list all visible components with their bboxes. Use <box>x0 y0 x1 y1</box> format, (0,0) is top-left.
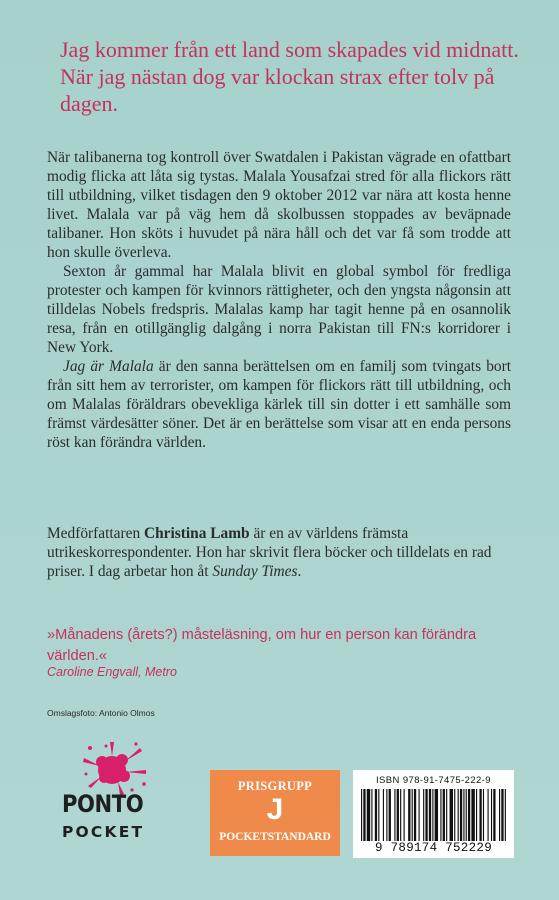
barcode-bar <box>378 789 379 841</box>
barcode-bar <box>440 789 441 841</box>
coauthor-bio <box>47 524 511 581</box>
barcode-bar <box>394 789 395 841</box>
barcode-bar <box>491 789 492 841</box>
logo-ponto: PONTO <box>62 790 144 818</box>
headline: Jag kommer från ett land som skapades vid midnatt. När jag nästan dog var klockan strax efter tolv på dagen. <box>60 37 519 116</box>
barcode-bar <box>414 789 416 841</box>
barcode-bar <box>463 789 464 841</box>
isbn-label: ISBN 978-91-7475-222-9 <box>376 775 491 786</box>
blurb-paragraph-1: När talibanerna tog kontroll över Swatdalen i Pakistan vägrade en ofattbart modig flicka att låta sig tystas. Malala Yousafzai stred för alla flickors rätt till utbildning, vilket tisdagen den 9 oktober 2012 var nära att kosta henne livet. Malala var på väg hem då skolbussen stoppades av beväpnade talibaner. Hon sköts i huvudet på nära håll och det var få som trodde att hon skulle överleva. <box>47 149 511 261</box>
ink-splash-icon <box>80 740 150 796</box>
barcode-bar <box>454 789 455 841</box>
barcode-bar <box>488 789 489 841</box>
barcode-bar <box>460 789 462 841</box>
barcode-bar <box>443 789 445 841</box>
blurb <box>47 148 511 452</box>
barcode-bar <box>429 789 431 841</box>
barcode-bar <box>400 789 401 841</box>
barcode-bar <box>471 789 474 841</box>
coauthor-intro: Medförfattaren <box>47 525 144 542</box>
coauthor-text: är en av världens främsta utrikeskorrespondenter. Hon har skrivit flera böcker och tilldelats en rad priser. I dag arbetar hon åt <box>47 525 492 580</box>
barcode-bar <box>361 789 362 841</box>
barcode-bar <box>476 789 477 841</box>
price-group-box <box>210 770 340 856</box>
barcode-bar <box>479 789 481 841</box>
barcode-bar <box>363 789 365 841</box>
photo-credit: Omslagsfoto: Antonio Olmos <box>47 708 155 718</box>
coauthor-name: Christina Lamb <box>144 525 250 542</box>
barcode-bar <box>386 789 387 841</box>
publication-name: Sunday Times <box>212 563 298 580</box>
barcode-bar <box>404 789 405 841</box>
ponto-pocket-logo <box>60 740 170 860</box>
barcode-bar <box>375 789 377 841</box>
blurb-paragraph-3-text: är den sanna berättelsen om en familj som tvingats bort från sitt hem av terrorister, om kampen för flickors rätt till utbildning, och om Malalas föräldrars obevekliga kärlek till sin dotter i ett samhälle som främst värdesätter söner. Det är en berättelse som visar att en enda persons röst kan förändra världen. <box>47 358 511 451</box>
quote-source: Caroline Engvall, Metro <box>47 665 177 679</box>
barcode-bar <box>425 789 427 841</box>
barcode-bar <box>501 789 503 841</box>
barcode-bar <box>505 789 506 841</box>
barcode-bar <box>435 789 438 841</box>
blurb-paragraph-3 <box>47 357 511 452</box>
blurb-paragraph-2: Sexton år gammal har Malala blivit en global symbol för fredliga protester och kampen för kvinnors rättigheter, och den yngsta någonsin att tilldelas Nobels fredspris. Malalas kamp har tagit henne på en osannolik resa, från en otillgänglig dalgång i norra Pakistan till FN:s korridorer i New York. <box>47 263 511 356</box>
coauthor-end: . <box>297 563 302 580</box>
barcode-bar <box>397 789 399 841</box>
barcode-bar <box>371 789 372 841</box>
barcode-area <box>353 770 514 858</box>
barcode-digits: 9 789174 752229 <box>374 841 493 855</box>
barcode-bar <box>458 789 459 841</box>
barcode-icon <box>359 789 508 841</box>
barcode-bar <box>408 789 410 841</box>
barcode-bar <box>423 789 424 841</box>
barcode-bar <box>493 789 495 841</box>
review-quote: »Månadens (årets?) måsteläsning, om hur en person kan förändra världen.« <box>47 627 477 664</box>
book-title: Jag är Malala <box>63 358 154 375</box>
price-group-letter: J <box>266 793 284 826</box>
barcode-bar <box>468 789 470 841</box>
barcode-bar <box>367 789 370 841</box>
price-group-label: PRISGRUPP <box>237 779 313 793</box>
barcode-bar <box>499 789 500 841</box>
logo-pocket: POCKET <box>62 823 145 841</box>
barcode-bar <box>389 789 391 841</box>
barcode-bar <box>432 789 433 841</box>
price-standard-label: POCKETSTANDARD <box>219 831 331 843</box>
barcode-bar <box>412 789 413 841</box>
barcode-bar <box>419 789 420 841</box>
barcode-bar <box>383 789 384 841</box>
barcode-bar <box>450 789 453 841</box>
barcode-bar <box>446 789 447 841</box>
barcode-bar <box>483 789 484 841</box>
barcode-bar <box>466 789 467 841</box>
